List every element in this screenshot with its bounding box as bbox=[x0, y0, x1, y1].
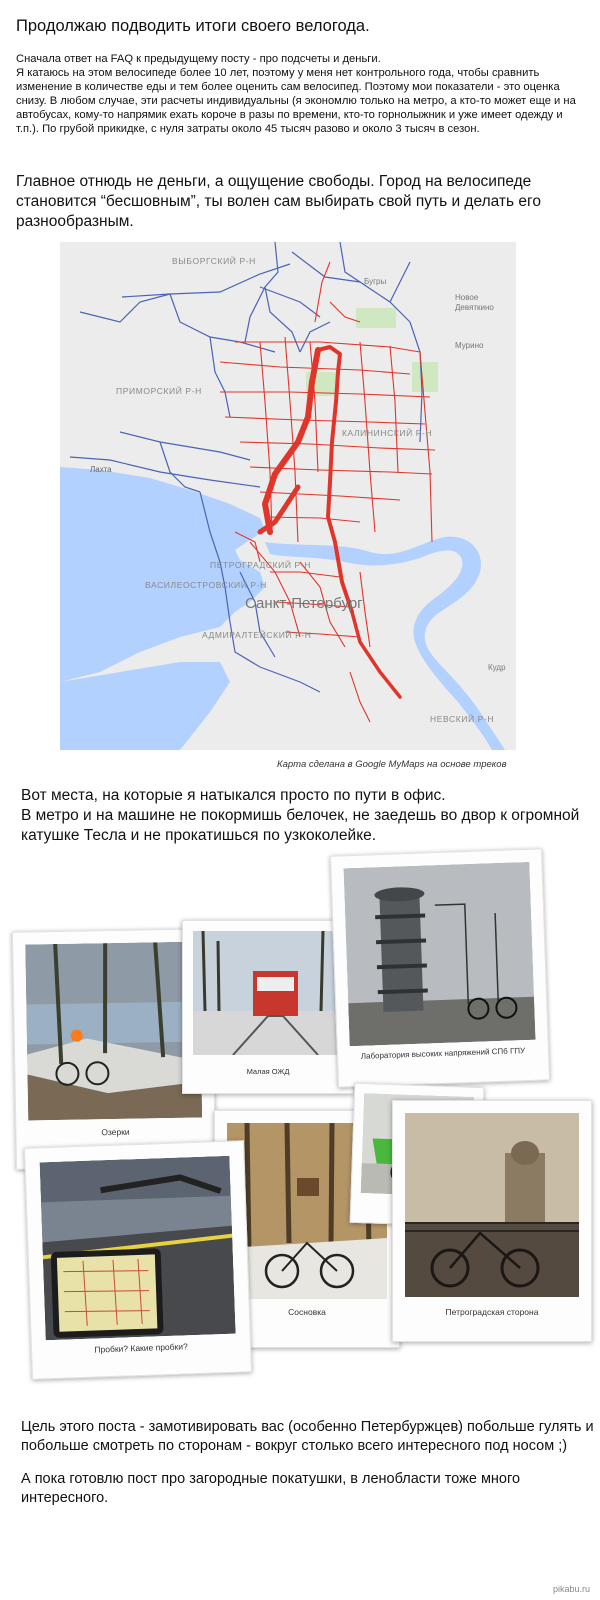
map-park bbox=[412, 362, 438, 392]
photo-caption-lab: Лаборатория высоких напряжений СПб ГПУ bbox=[360, 1046, 526, 1061]
map-label-novoe: Новое bbox=[455, 293, 479, 302]
faq-line-1: Сначала ответ на FAQ к предыдущему посту - про подсчеты и деньги. bbox=[16, 53, 381, 65]
photo-caption-sosnovka: Сосновка bbox=[288, 1307, 326, 1317]
outro-line-2: А пока готовлю пост про загородные покатушки, в ленобласти тоже много интересного. bbox=[21, 1471, 521, 1506]
post-title: Продолжаю подводить итоги своего велогода. bbox=[16, 17, 370, 35]
bike-tracks-map[interactable] bbox=[60, 242, 516, 750]
map-label-vyborgsky: ВЫБОРГСКИЙ Р-Н bbox=[172, 256, 256, 266]
places-line-2: В метро и на машине не покормишь белочек, не заедешь во двор к огромной катушке Тесла и не прокатишься по узкоколейке. bbox=[21, 807, 580, 844]
map-park bbox=[356, 308, 396, 328]
map-label-bugry: Бугры bbox=[364, 277, 387, 286]
photo-card-petrogradskaya[interactable] bbox=[392, 1100, 592, 1342]
map-label-kudrovo: Кудр bbox=[488, 663, 506, 672]
freedom-paragraph: Главное отнюдь не деньги, а ощущение свободы. Город на велосипеде становится “бесшовным”, ты волен сам выбирать свой путь и делать его разнообразным. bbox=[16, 173, 541, 230]
faq-line-2: Я катаюсь на этом велосипеде более 10 лет, поэтому у меня нет контрольного года, чтобы сравнить изменение в количестве еды и тем более оценить сам велосипед. Поэтому мои показатели - это оценка снизу. В любом случае, эти расчеты индивидуальны (я экономлю только на метро, а кто-то может еще и на автобусах, кому-то напрямик ехать короче в разы по времени, кто-то горнолыжник и уже имеет одежду и т.п.). По грубой прикидке, с нуля затраты около 45 тысяч разово и около 3 тысяч в сезон. bbox=[16, 67, 576, 135]
outro-line-1: Цель этого поста - замотивировать вас (особенно Петербуржцев) побольше гулять и побольше смотреть по сторонам - вокруг столько всего интересного под носом ;) bbox=[21, 1419, 594, 1454]
photo-caption-jams: Пробки? Какие пробки? bbox=[94, 1341, 188, 1355]
map-canvas bbox=[60, 242, 516, 750]
map-label-kalininsky: КАЛИНИНСКИЙ Р-Н bbox=[342, 428, 433, 438]
photo-ozerki bbox=[25, 941, 202, 1120]
map-label-vasileostrovsky: ВАСИЛЕОСТРОВСКИЙ Р-Н bbox=[145, 580, 267, 590]
places-line-1: Вот места, на которые я натыкался просто по пути в офис. bbox=[21, 787, 446, 804]
photo-card-jams[interactable] bbox=[24, 1140, 252, 1380]
map-label-devyatkino: Девяткино bbox=[455, 303, 494, 312]
map-label-city: Санкт-Петербург bbox=[245, 595, 363, 612]
places-paragraph bbox=[21, 786, 596, 846]
outro-paragraph bbox=[21, 1418, 596, 1522]
photo-caption-petrogradskaya: Петроградская сторона bbox=[445, 1307, 539, 1317]
photo-card-small-railway[interactable] bbox=[182, 920, 354, 1094]
photo-petrogradskaya bbox=[405, 1113, 579, 1297]
pikabu-watermark: pikabu.ru bbox=[552, 1584, 590, 1594]
map-label-admiralteysky: АДМИРАЛТЕЙСКИЙ Р-Н bbox=[202, 630, 312, 640]
photo-caption-ozerki: Озерки bbox=[101, 1126, 130, 1138]
map-label-primorsky: ПРИМОРСКИЙ Р-Н bbox=[116, 386, 202, 396]
map-label-petrogradsky: ПЕТРОГРАДСКИЙ Р-Н bbox=[210, 560, 311, 570]
photo-jams bbox=[40, 1156, 236, 1341]
map-label-murino: Мурино bbox=[455, 341, 484, 350]
map-label-lakhta: Лахта bbox=[90, 465, 112, 474]
map-label-nevsky: НЕВСКИЙ Р-Н bbox=[430, 714, 495, 724]
photo-caption-small-railway: Малая ОЖД bbox=[246, 1067, 290, 1076]
faq-paragraph bbox=[16, 52, 588, 136]
photo-lab bbox=[343, 862, 535, 1046]
map-caption: Карта сделана в Google MyMaps на основе треков bbox=[277, 759, 507, 770]
photo-small-railway bbox=[193, 931, 343, 1055]
photo-card-lab[interactable] bbox=[330, 848, 550, 1087]
